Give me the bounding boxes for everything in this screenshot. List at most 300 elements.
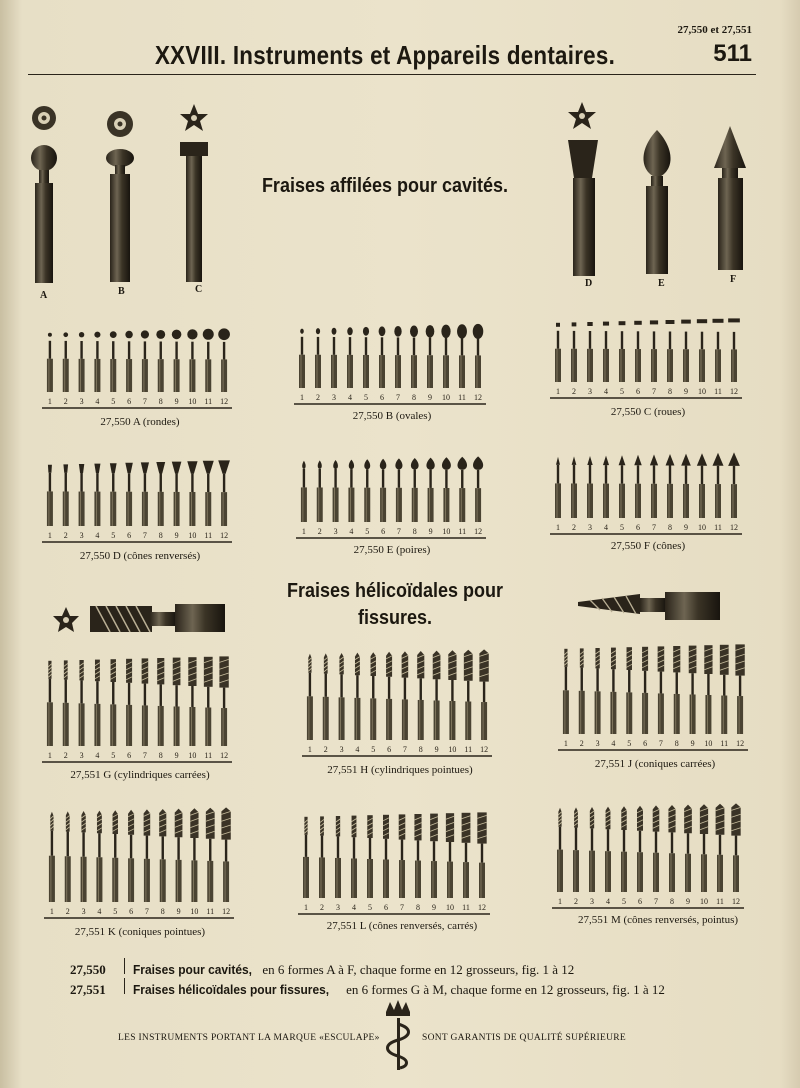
- bur-invpt-size-1: [557, 808, 563, 892]
- size-number-label: 3: [332, 393, 336, 402]
- size-number-label: 5: [622, 897, 626, 906]
- bur-cylsq-size-8: [157, 658, 164, 746]
- size-number-label: 1: [307, 745, 312, 754]
- bur-set-label-g: 27,551 G (cylindriques carrées): [70, 769, 210, 781]
- bur-cone-size-5: [619, 455, 626, 518]
- size-number-label: 2: [317, 527, 322, 536]
- size-number-label: 1: [47, 531, 52, 540]
- bur-conpt-size-6: [128, 810, 134, 902]
- size-number-label: 4: [97, 907, 102, 916]
- bur-set-9: [558, 644, 748, 750]
- bur-round-size-8: [156, 330, 165, 392]
- size-number-label: 4: [95, 751, 100, 760]
- size-number-label: 12: [736, 739, 745, 748]
- size-number-label: 7: [142, 531, 147, 540]
- bur-oval-size-6: [379, 326, 386, 388]
- bur-round-size-11: [203, 329, 214, 392]
- size-number-label: 3: [339, 745, 344, 754]
- size-number-label: 8: [668, 387, 672, 396]
- bur-cone-size-2: [571, 456, 577, 518]
- bur-conpt-size-12: [221, 807, 230, 902]
- size-number-label: 5: [364, 393, 368, 402]
- bur-cylpt-size-4: [354, 653, 360, 740]
- size-number-label: 4: [349, 527, 354, 536]
- bur-invsq-size-7: [399, 814, 406, 898]
- bur-invsq-size-8: [414, 814, 421, 898]
- size-number-label: 6: [129, 907, 134, 916]
- bur-set-label-k: 27,551 K (coniques pointues): [74, 926, 206, 938]
- bur-invcone-size-2: [63, 464, 69, 526]
- bur-round-size-9: [172, 330, 182, 392]
- fissure-bur-left-illustration: [53, 604, 225, 632]
- bur-conpt-size-3: [81, 811, 87, 902]
- size-number-label: 5: [368, 903, 372, 912]
- summary-title: Fraises pour cavités,: [133, 962, 252, 977]
- bur-invsq-size-3: [335, 816, 341, 898]
- bur-invcone-size-7: [141, 462, 149, 526]
- size-number-label: 9: [176, 907, 181, 916]
- bur-oval-size-9: [426, 325, 435, 388]
- bur-pear-size-5: [364, 459, 370, 522]
- size-number-label: 3: [595, 739, 600, 748]
- figure-letter-e: E: [658, 278, 665, 289]
- bur-cone-size-3: [587, 456, 593, 518]
- bur-set-1: [42, 328, 232, 408]
- figure-e-pear-bur-illustration: [643, 130, 670, 274]
- size-number-label: 8: [158, 531, 163, 540]
- bur-invcone-size-4: [94, 464, 100, 526]
- bur-wheel-size-1: [555, 323, 561, 382]
- size-number-label: 12: [478, 903, 486, 912]
- size-number-label: 11: [458, 393, 466, 402]
- bur-cone-size-4: [603, 456, 609, 518]
- size-number-label: 9: [174, 397, 179, 406]
- rosette-icon: [107, 111, 133, 137]
- size-number-label: 4: [606, 897, 610, 906]
- size-number-label: 11: [206, 907, 215, 916]
- bur-pear-size-10: [442, 457, 451, 522]
- size-number-label: 11: [714, 387, 722, 396]
- size-number-label: 7: [658, 739, 663, 748]
- size-number-label: 7: [652, 523, 656, 532]
- size-number-label: 12: [480, 745, 489, 754]
- star-cutter-icon: [180, 104, 208, 131]
- bur-round-size-1: [47, 333, 53, 392]
- bur-invcone-size-9: [172, 462, 182, 526]
- bur-cylsq-size-4: [94, 660, 100, 746]
- bur-invpt-size-12: [731, 803, 740, 892]
- figure-letter-d: D: [585, 278, 593, 289]
- size-number-label: 2: [320, 903, 324, 912]
- size-number-label: 10: [442, 393, 450, 402]
- bur-oval-size-11: [457, 324, 467, 388]
- size-number-label: 5: [620, 387, 624, 396]
- bur-oval-size-8: [410, 326, 418, 388]
- size-number-label: 10: [188, 751, 197, 760]
- figure-letter-a: A: [40, 290, 48, 301]
- summary-text: en 6 formes G à M, chaque forme en 12 grosseurs, fig. 1 à 12: [346, 982, 665, 997]
- size-number-label: 9: [174, 751, 179, 760]
- bur-conpt-size-4: [96, 811, 102, 902]
- size-number-label: 11: [720, 739, 729, 748]
- bur-cylsq-size-7: [142, 658, 149, 746]
- bur-oval-size-12: [473, 324, 484, 388]
- summary-code: 27,551: [70, 982, 106, 997]
- bur-consq-size-11: [720, 645, 729, 734]
- bur-consq-size-12: [735, 644, 744, 734]
- footer-text-left: LES INSTRUMENTS PORTANT LA MARQUE «ESCULAPE»: [118, 1033, 380, 1043]
- size-number-label: 2: [572, 523, 576, 532]
- bur-set-label-l: 27,551 L (cônes renversés, carrés): [326, 920, 478, 932]
- bur-wheel-size-10: [697, 319, 707, 382]
- bur-set-10: [44, 807, 234, 918]
- bur-cylpt-size-1: [307, 654, 313, 740]
- bur-pear-size-2: [317, 460, 323, 522]
- fissure-bur-right-illustration: [578, 592, 720, 620]
- bur-set-label-h: 27,551 H (cylindriques pointues): [327, 764, 473, 776]
- bur-set-label-d: 27,550 D (cônes renversés): [79, 550, 201, 562]
- section-title-fissures-line2: fissures.: [357, 607, 433, 629]
- bur-set-2: [294, 324, 486, 404]
- bur-set-label-c: 27,550 C (roues): [610, 406, 686, 418]
- bur-set-label-m: 27,551 M (cônes renversés, pointus): [577, 914, 739, 926]
- summary-divider: [124, 978, 125, 994]
- bur-cylpt-size-2: [323, 653, 329, 740]
- bur-consq-size-6: [642, 647, 648, 734]
- bur-cylpt-size-8: [417, 651, 424, 740]
- size-number-label: 12: [732, 897, 740, 906]
- size-number-label: 3: [588, 387, 592, 396]
- size-number-label: 12: [730, 387, 738, 396]
- rosette-icon: [32, 106, 56, 130]
- footer-text-right: SONT GARANTIS DE QUALITÉ SUPÉRIEURE: [422, 1033, 627, 1043]
- bur-oval-size-3: [331, 328, 337, 388]
- bur-round-size-7: [141, 330, 149, 392]
- size-number-label: 3: [590, 897, 594, 906]
- size-number-label: 7: [396, 527, 401, 536]
- bur-invsq-size-11: [462, 813, 471, 898]
- size-number-label: 7: [142, 397, 147, 406]
- size-number-label: 2: [572, 387, 576, 396]
- bur-invpt-size-5: [621, 806, 627, 892]
- bur-round-size-10: [187, 329, 197, 392]
- size-number-label: 5: [111, 531, 116, 540]
- bur-cylpt-size-6: [386, 652, 392, 740]
- bur-set-label-f: 27,550 F (cônes): [610, 540, 686, 552]
- esculape-logo-icon: [378, 998, 418, 1074]
- bur-invsq-size-9: [430, 814, 438, 898]
- bur-consq-size-3: [595, 648, 601, 734]
- figure-f-cone-bur-illustration: [714, 126, 746, 270]
- size-number-label: 3: [81, 907, 86, 916]
- size-number-label: 10: [448, 745, 457, 754]
- bur-conpt-size-9: [175, 809, 183, 902]
- bur-invcone-size-5: [110, 463, 117, 526]
- bur-cylsq-size-10: [188, 657, 196, 746]
- size-number-label: 11: [462, 903, 470, 912]
- size-number-label: 6: [387, 745, 392, 754]
- bur-invcone-size-10: [187, 461, 197, 526]
- size-number-label: 4: [604, 523, 608, 532]
- size-number-label: 3: [79, 531, 84, 540]
- size-number-label: 5: [111, 751, 116, 760]
- summary-row-27551: [70, 978, 770, 998]
- size-number-label: 12: [220, 397, 229, 406]
- size-number-label: 11: [458, 527, 467, 536]
- size-number-label: 6: [127, 751, 132, 760]
- bur-set-3: [550, 318, 742, 398]
- bur-cone-size-7: [650, 454, 658, 518]
- size-number-label: 1: [563, 739, 568, 748]
- bur-round-size-4: [94, 332, 100, 392]
- size-number-label: 3: [333, 527, 338, 536]
- bur-cone-size-11: [713, 453, 724, 518]
- size-number-label: 6: [127, 397, 132, 406]
- size-number-label: 6: [638, 897, 642, 906]
- bur-round-size-5: [110, 331, 117, 392]
- bur-cylsq-size-3: [79, 660, 85, 746]
- size-number-label: 6: [127, 531, 132, 540]
- size-number-label: 12: [220, 531, 229, 540]
- bur-cone-size-10: [697, 453, 707, 518]
- bur-cylsq-size-5: [110, 659, 116, 746]
- size-number-label: 6: [643, 739, 648, 748]
- size-number-label: 6: [636, 387, 640, 396]
- size-number-label: 2: [63, 751, 68, 760]
- size-number-label: 7: [400, 903, 404, 912]
- size-number-label: 4: [95, 531, 100, 540]
- bur-wheel-size-7: [650, 320, 658, 382]
- size-number-label: 8: [412, 393, 416, 402]
- bur-set-5: [296, 456, 486, 538]
- bur-wheel-size-8: [666, 320, 675, 382]
- bur-wheel-size-12: [728, 318, 740, 382]
- bur-invpt-size-9: [684, 805, 692, 892]
- bur-conpt-size-10: [190, 808, 198, 902]
- bur-invsq-size-12: [477, 812, 486, 898]
- bur-set-12: [552, 803, 744, 908]
- size-number-label: 4: [352, 903, 356, 912]
- size-number-label: 8: [668, 523, 672, 532]
- size-number-label: 10: [704, 739, 713, 748]
- bur-pear-size-7: [395, 458, 402, 522]
- size-number-label: 6: [380, 393, 384, 402]
- bur-wheel-size-5: [619, 321, 626, 382]
- bur-cone-size-6: [634, 455, 642, 518]
- bur-invsq-size-5: [367, 815, 373, 898]
- size-number-label: 5: [113, 907, 118, 916]
- bur-cone-size-8: [666, 454, 675, 518]
- bur-consq-size-5: [626, 647, 632, 734]
- size-number-label: 8: [160, 907, 165, 916]
- size-number-label: 7: [142, 751, 147, 760]
- size-number-label: 9: [684, 387, 688, 396]
- bur-wheel-size-4: [603, 322, 609, 382]
- size-number-label: 9: [690, 739, 695, 748]
- bur-consq-size-9: [689, 646, 697, 734]
- bur-invpt-size-11: [716, 804, 725, 892]
- size-number-label: 2: [323, 745, 328, 754]
- bur-conpt-size-8: [159, 809, 166, 902]
- size-number-label: 11: [204, 751, 213, 760]
- bur-invsq-size-1: [303, 817, 309, 898]
- size-number-label: 7: [652, 387, 656, 396]
- size-number-label: 8: [412, 527, 417, 536]
- bur-invcone-size-1: [47, 465, 53, 526]
- bur-invcone-size-12: [218, 460, 230, 526]
- size-number-label: 10: [700, 897, 708, 906]
- bur-set-label-b: 27,550 B (ovales): [352, 410, 432, 422]
- size-number-label: 6: [636, 523, 640, 532]
- bur-set-7: [42, 656, 232, 762]
- size-number-label: 10: [190, 907, 199, 916]
- size-number-label: 4: [355, 745, 360, 754]
- size-number-label: 8: [418, 745, 423, 754]
- size-number-label: 11: [464, 745, 473, 754]
- size-number-label: 2: [63, 531, 68, 540]
- size-number-label: 3: [588, 523, 592, 532]
- bur-conpt-size-5: [112, 810, 118, 902]
- bur-cylpt-size-9: [433, 651, 441, 740]
- bur-round-size-12: [218, 328, 230, 392]
- size-number-label: 10: [698, 387, 706, 396]
- size-number-label: 10: [188, 397, 197, 406]
- summary-code: 27,550: [70, 962, 106, 977]
- section-title-fissures-line1: Fraises hélicoïdales pour: [286, 580, 504, 602]
- size-number-label: 5: [627, 739, 632, 748]
- size-number-label: 11: [716, 897, 724, 906]
- figure-b-oval-bur-illustration: [106, 111, 134, 282]
- size-number-label: 12: [220, 751, 229, 760]
- size-number-label: 8: [670, 897, 674, 906]
- figure-c-wheel-bur-illustration: [180, 104, 208, 282]
- figure-letter-f: F: [730, 274, 737, 285]
- bur-oval-size-2: [315, 328, 321, 388]
- bur-oval-size-1: [299, 329, 305, 388]
- star-cutter-icon: [568, 102, 596, 129]
- bur-conpt-size-1: [49, 812, 55, 902]
- catalog-number-reference: 27,550 et 27,551: [677, 24, 752, 36]
- size-number-label: 10: [446, 903, 454, 912]
- bur-consq-size-8: [673, 646, 680, 734]
- size-number-label: 11: [714, 523, 722, 532]
- bur-cylpt-size-5: [370, 652, 376, 740]
- bur-invpt-size-6: [637, 806, 643, 892]
- bur-invpt-size-3: [589, 807, 595, 892]
- size-number-label: 9: [686, 897, 690, 906]
- bur-pear-size-8: [411, 458, 419, 522]
- bur-cylsq-size-2: [63, 660, 69, 746]
- size-number-label: 1: [47, 397, 52, 406]
- bur-invsq-size-6: [383, 815, 389, 898]
- bur-cone-size-12: [728, 452, 740, 518]
- size-number-label: 12: [222, 907, 231, 916]
- summary-row-27550: [70, 958, 770, 978]
- bur-cylpt-size-11: [464, 650, 473, 740]
- size-number-label: 9: [428, 527, 433, 536]
- size-number-label: 12: [474, 393, 482, 402]
- figure-a-round-bur-illustration: [31, 106, 57, 283]
- size-number-label: 7: [144, 907, 149, 916]
- size-number-label: 1: [558, 897, 562, 906]
- bur-cylpt-size-10: [448, 650, 456, 740]
- page-number: 511: [713, 40, 752, 67]
- bur-conpt-size-2: [65, 811, 71, 902]
- bur-oval-size-5: [363, 327, 369, 388]
- bur-conpt-size-7: [144, 809, 151, 902]
- size-number-label: 7: [396, 393, 400, 402]
- bur-cylsq-size-6: [126, 659, 132, 746]
- size-number-label: 12: [730, 523, 738, 532]
- bur-invsq-size-10: [446, 813, 454, 898]
- figure-letter-b: B: [118, 286, 125, 297]
- size-number-label: 1: [47, 751, 52, 760]
- bur-cylsq-size-12: [219, 656, 228, 746]
- bur-pear-size-4: [348, 460, 354, 522]
- bur-oval-size-4: [347, 327, 353, 388]
- size-number-label: 1: [556, 387, 560, 396]
- size-number-label: 5: [365, 527, 370, 536]
- bur-cylpt-size-12: [479, 649, 488, 740]
- bur-pear-size-12: [473, 456, 483, 522]
- bur-consq-size-4: [610, 648, 616, 734]
- bur-wheel-size-6: [634, 321, 642, 382]
- size-number-label: 7: [654, 897, 658, 906]
- bur-cone-size-1: [555, 457, 561, 518]
- size-number-label: 8: [158, 397, 163, 406]
- bur-invsq-size-4: [351, 816, 357, 898]
- size-number-label: 2: [579, 739, 584, 748]
- bur-cylpt-size-3: [339, 653, 345, 740]
- bur-cylpt-size-7: [402, 651, 409, 740]
- size-number-label: 5: [620, 523, 624, 532]
- bur-cylsq-size-11: [204, 657, 213, 746]
- size-number-label: 8: [674, 739, 679, 748]
- size-number-label: 6: [381, 527, 386, 536]
- bur-consq-size-7: [658, 646, 665, 734]
- size-number-label: 9: [174, 531, 179, 540]
- size-number-label: 10: [188, 531, 197, 540]
- size-number-label: 3: [336, 903, 340, 912]
- bur-set-4: [42, 460, 232, 542]
- bur-invcone-size-11: [203, 461, 214, 526]
- bur-pear-size-3: [333, 460, 339, 522]
- size-number-label: 4: [611, 739, 616, 748]
- bur-invcone-size-8: [156, 462, 165, 526]
- size-number-label: 9: [684, 523, 688, 532]
- bur-cylsq-size-9: [173, 658, 181, 746]
- bur-consq-size-1: [563, 649, 569, 734]
- size-number-label: 1: [301, 527, 306, 536]
- size-number-label: 5: [111, 397, 116, 406]
- bur-cylsq-size-1: [47, 661, 53, 746]
- size-number-label: 1: [49, 907, 54, 916]
- size-number-label: 9: [428, 393, 432, 402]
- size-number-label: 8: [416, 903, 420, 912]
- bur-invcone-size-3: [79, 464, 85, 526]
- star-cutter-icon: [53, 607, 79, 632]
- bur-oval-size-7: [394, 326, 401, 388]
- size-number-label: 9: [432, 903, 436, 912]
- size-number-label: 4: [348, 393, 352, 402]
- bur-invpt-size-10: [700, 804, 708, 892]
- size-number-label: 6: [384, 903, 388, 912]
- size-number-label: 8: [158, 751, 163, 760]
- bur-invcone-size-6: [125, 463, 132, 526]
- bur-set-11: [298, 812, 490, 914]
- figure-d-inverted-cone-bur-illustration: [568, 102, 598, 276]
- size-number-label: 2: [574, 897, 578, 906]
